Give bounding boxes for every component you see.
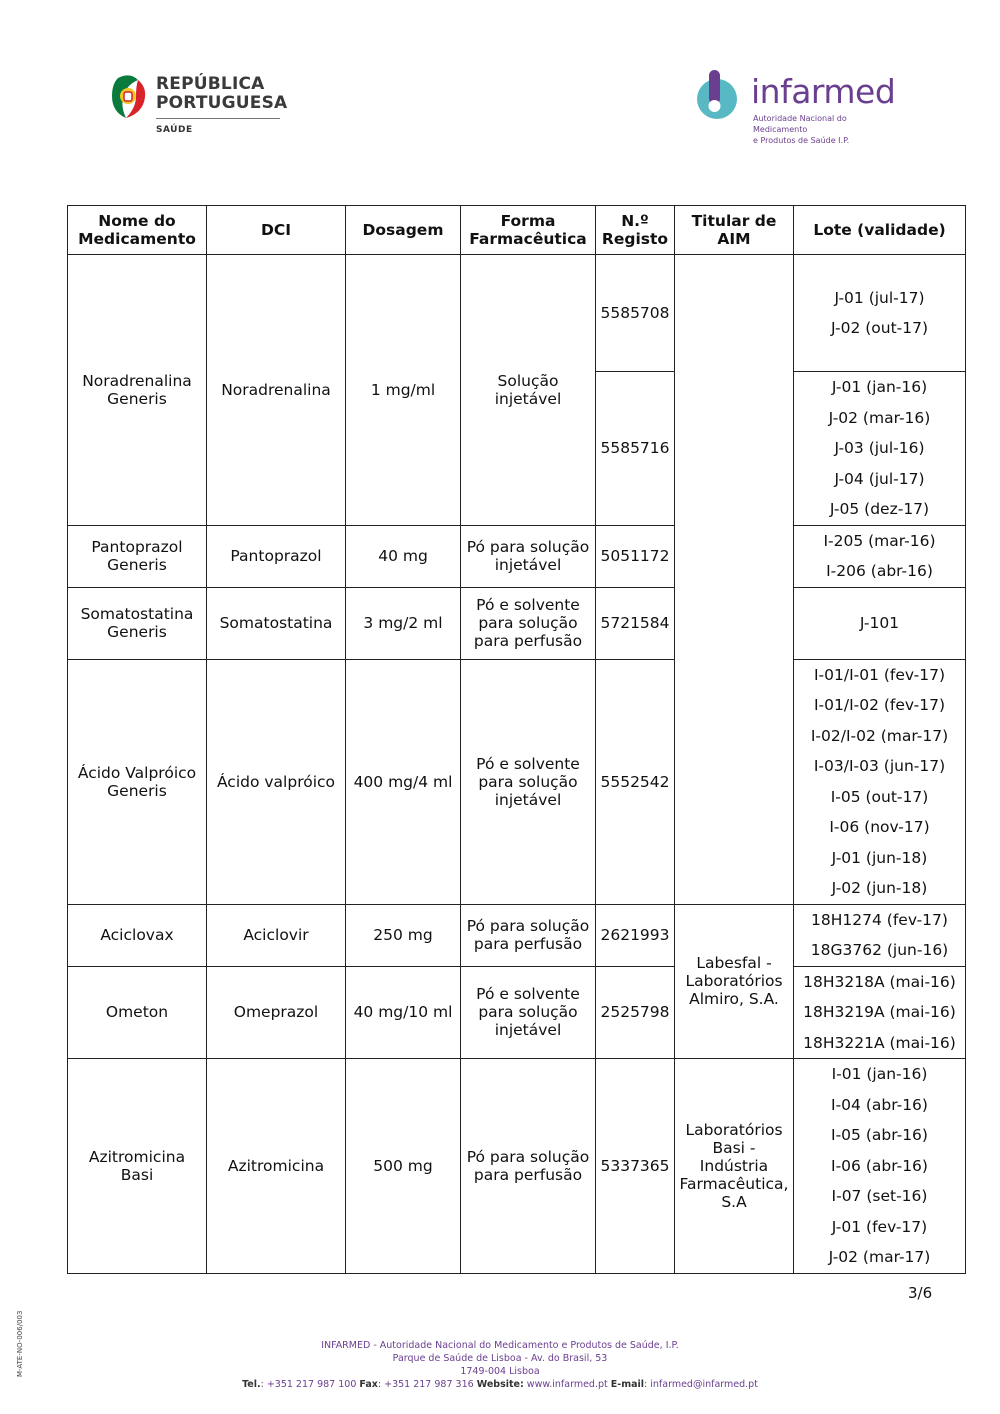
republica-portuguesa-text: REPÚBLICA PORTUGUESA xyxy=(156,74,288,113)
cell-titular: Laboratórios Basi - Indústria Farmacêutica, S.A xyxy=(675,1059,794,1274)
cell-dosagem: 1 mg/ml xyxy=(346,255,461,526)
cell-dosagem: 3 mg/2 ml xyxy=(346,587,461,659)
cell-registo: 5585716 xyxy=(596,372,675,526)
cell-forma: Solução injetável xyxy=(461,255,596,526)
cell-lote: 18H1274 (fev-17) 18G3762 (jun-16) xyxy=(794,904,966,966)
footer-city: 1749-004 Lisboa xyxy=(460,1366,540,1377)
header-lote: Lote (validade) xyxy=(794,206,966,255)
cell-registo: 5337365 xyxy=(596,1059,675,1274)
cell-nome: Pantoprazol Generis xyxy=(68,525,207,587)
header-nome: Nome do Medicamento xyxy=(68,206,207,255)
document-code: M-ATE-NO-006/003 xyxy=(16,1310,24,1377)
table-row xyxy=(68,255,966,372)
cell-lote: I-01/I-01 (fev-17) I-01/I-02 (fev-17) I-02/I-02 (mar-17) I-03/I-03 (jun-17) I-05 (out-17) I-06 (nov-17) J-01 (jun-18) J-02 (jun-18) xyxy=(794,659,966,904)
table-row xyxy=(68,587,966,659)
tel-value: : +351 217 987 100 xyxy=(260,1379,357,1390)
medicines-table xyxy=(67,205,966,1274)
cell-dosagem: 250 mg xyxy=(346,904,461,966)
cell-dosagem: 400 mg/4 ml xyxy=(346,659,461,904)
cell-forma: Pó para solução para perfusão xyxy=(461,1059,596,1274)
infarmed-symbol-icon xyxy=(695,68,747,120)
cell-lote: J-101 xyxy=(794,587,966,659)
tel-label: Tel. xyxy=(242,1379,261,1390)
header-registo: N.º Registo xyxy=(596,206,675,255)
footer-contacts xyxy=(0,1379,1000,1390)
cell-lote: J-01 (jul-17) J-02 (out-17) xyxy=(794,255,966,372)
cell-titular: Labesfal - Laboratórios Almiro, S.A. xyxy=(675,904,794,1059)
cell-forma: Pó e solvente para solução injetável xyxy=(461,659,596,904)
table-row xyxy=(68,904,966,966)
email-link[interactable]: : infarmed@infarmed.pt xyxy=(644,1379,758,1390)
table-row xyxy=(68,659,966,904)
cell-nome: Ácido Valpróico Generis xyxy=(68,659,207,904)
cell-forma: Pó e solvente para solução para perfusão xyxy=(461,587,596,659)
fax-label: Fax xyxy=(359,1379,378,1390)
header-dci: DCI xyxy=(207,206,346,255)
header-forma: Forma Farmacêutica xyxy=(461,206,596,255)
page-number: 3/6 xyxy=(908,1284,933,1302)
republica-portuguesa-logo xyxy=(110,72,290,142)
logo-divider xyxy=(156,118,280,119)
table-row xyxy=(68,1059,966,1274)
email-label: E-mail xyxy=(610,1379,645,1390)
cell-titular-empty xyxy=(675,255,794,905)
cell-dci: Azitromicina xyxy=(207,1059,346,1274)
cell-forma: Pó para solução injetável xyxy=(461,525,596,587)
footer-org-name: INFARMED - Autoridade Nacional do Medicamento e Produtos de Saúde, I.P. xyxy=(321,1340,679,1351)
table-header-row xyxy=(68,206,966,255)
cell-dci: Pantoprazol xyxy=(207,525,346,587)
cell-dci: Noradrenalina xyxy=(207,255,346,526)
cell-registo: 5585708 xyxy=(596,255,675,372)
cell-nome: Somatostatina Generis xyxy=(68,587,207,659)
cell-nome: Azitromicina Basi xyxy=(68,1059,207,1274)
fax-value: : +351 217 987 316 xyxy=(377,1379,474,1390)
table-row xyxy=(68,966,966,1059)
portugal-emblem-icon xyxy=(110,72,150,122)
cell-dci: Somatostatina xyxy=(207,587,346,659)
cell-dosagem: 40 mg/10 ml xyxy=(346,966,461,1059)
footer-address: Parque de Saúde de Lisboa - Av. do Brasil, 53 xyxy=(392,1353,608,1364)
cell-registo: 5721584 xyxy=(596,587,675,659)
cell-registo: 5051172 xyxy=(596,525,675,587)
cell-dci: Omeprazol xyxy=(207,966,346,1059)
cell-nome: Aciclovax xyxy=(68,904,207,966)
infarmed-wordmark: infarmed xyxy=(751,72,896,111)
cell-registo: 5552542 xyxy=(596,659,675,904)
cell-dosagem: 40 mg xyxy=(346,525,461,587)
cell-dci: Ácido valpróico xyxy=(207,659,346,904)
saude-label: SAÚDE xyxy=(156,125,193,135)
cell-nome: Noradrenalina Generis xyxy=(68,255,207,526)
cell-lote: I-205 (mar-16) I-206 (abr-16) xyxy=(794,525,966,587)
cell-nome: Ometon xyxy=(68,966,207,1059)
website-label: Website: xyxy=(476,1379,524,1390)
cell-dosagem: 500 mg xyxy=(346,1059,461,1274)
cell-registo: 2621993 xyxy=(596,904,675,966)
header-titular: Titular de AIM xyxy=(675,206,794,255)
website-link[interactable]: www.infarmed.pt xyxy=(523,1379,608,1390)
cell-forma: Pó para solução para perfusão xyxy=(461,904,596,966)
table-row xyxy=(68,525,966,587)
infarmed-subtitle: Autoridade Nacional do Medicamento e Produtos de Saúde I.P. xyxy=(753,114,850,145)
cell-forma: Pó e solvente para solução injetável xyxy=(461,966,596,1059)
cell-registo: 2525798 xyxy=(596,966,675,1059)
cell-lote: J-01 (jan-16) J-02 (mar-16) J-03 (jul-16) J-04 (jul-17) J-05 (dez-17) xyxy=(794,372,966,526)
cell-lote: I-01 (jan-16) I-04 (abr-16) I-05 (abr-16) I-06 (abr-16) I-07 (set-16) J-01 (fev-17) J-02 (mar-17) xyxy=(794,1059,966,1274)
header-dosagem: Dosagem xyxy=(346,206,461,255)
cell-dci: Aciclovir xyxy=(207,904,346,966)
infarmed-logo xyxy=(695,68,900,143)
cell-lote: 18H3218A (mai-16) 18H3219A (mai-16) 18H3221A (mai-16) xyxy=(794,966,966,1059)
